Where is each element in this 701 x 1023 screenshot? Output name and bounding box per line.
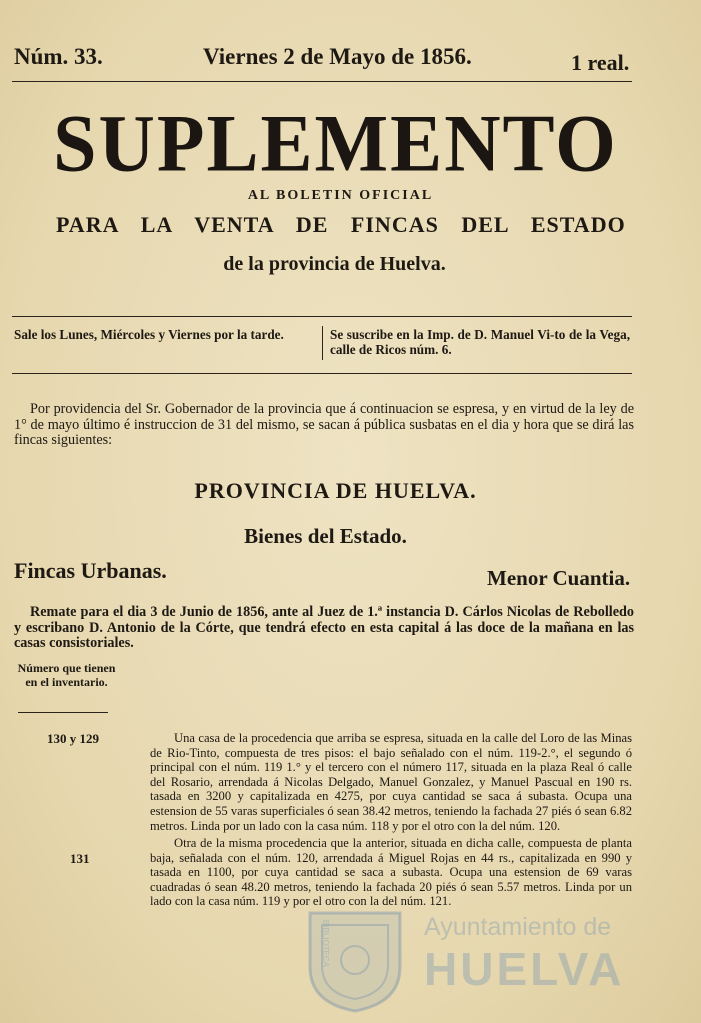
issue-number: Núm. 33. <box>14 44 103 69</box>
city-seal-icon <box>300 905 410 1015</box>
urban-properties-heading: Fincas Urbanas. <box>14 558 167 583</box>
header-rule <box>12 81 632 82</box>
watermark-line-1: Ayuntamiento de <box>424 913 612 941</box>
masthead-subtitle-1: AL BOLETIN OFICIAL <box>247 188 434 203</box>
masthead-rule-top <box>12 316 632 317</box>
auction-paragraph: Remate para el dia 3 de Junio de 1856, ante al Juez de 1.ª instancia D. Cárlos Nicolas de Rebolledo y escribano D. Antonio de la Córte, que tendrá efecto en esta capital á las doce de la mañana en las casas consistoriales. <box>14 604 634 651</box>
inventory-number-header: Número que tienen en el inventario. <box>17 661 116 689</box>
province-heading: PROVINCIA DE HUELVA. <box>194 478 477 503</box>
publication-schedule: Sale los Lunes, Miércoles y Viernes por la tarde. <box>14 327 284 342</box>
watermark-line-2: HUELVA <box>424 943 625 995</box>
seal-text: BIBLIOTECA <box>321 920 330 968</box>
masthead-subtitle-3: de la provincia de Huelva. <box>223 253 446 275</box>
subscription-info: Se suscribe en la Imp. de D. Manuel Vi-to de la Vega, calle de Ricos núm. 6. <box>330 327 630 357</box>
assets-heading: Bienes del Estado. <box>244 524 407 548</box>
intro-paragraph: Por providencia del Sr. Gobernador de la provincia que á continuacion se espresa, y en virtud de la ley de 1° de mayo último é instruccion de 31 del mismo, se sacan á pública susbatas en el dia y hora que se dirá las fincas siguientes: <box>14 401 634 448</box>
entry-description: Una casa de la procedencia que arriba se espresa, situada en la calle del Loro de las Minas de Rio-Tinto, compuesta de tres pisos: el bajo señalado con el núm. 119-2.°, el segundo ó principal con el núm. 119 1.° y el tercero con el número 117, situada en la plaza Real ó calle del Rosario, arrendada á Nicolas Delgado, Manuel Gonzalez, y Manuel Pascual en 190 rs. tasada en 3200 y capitalizada en 4275, por cuya cantidad se saca á subasta. Ocupa una estension de 55 varas superficiales ó sean 38.42 metros, teniendo la fachada 27 piés ó sean 6.82 metros. Linda por un lado con la casa núm. 118 y por el otro con la del núm. 120. <box>150 731 632 833</box>
info-divider <box>322 326 323 360</box>
entry-number: 131 <box>70 851 90 866</box>
column-header-rule <box>18 712 108 713</box>
issue-date: Viernes 2 de Mayo de 1856. <box>203 44 472 69</box>
issue-price: 1 real. <box>571 50 630 75</box>
entry-number: 130 y 129 <box>47 731 99 746</box>
masthead-title: SUPLEMENTO <box>53 96 618 189</box>
entry-description: Otra de la misma procedencia que la anterior, situada en dicha calle, compuesta de planta baja, señalada con el núm. 120, arrendada á Miguel Rojas en 44 rs., capitalizada en 990 y tasada en 1100, por cuya cantidad se saca a subasta. Ocupa una estension de 69 varas cuadradas ó sean 48.20 metros, teniendo la fachada 20 piés ó sean 5.57 metros. Linda por un lado con la casa núm. 119 y por el otro con la del núm. 121. <box>150 836 632 909</box>
masthead-rule-bottom <box>12 373 632 374</box>
masthead-subtitle-2: PARA LA VENTA DE FINCAS DEL ESTADO <box>56 212 626 237</box>
minor-amount-heading: Menor Cuantia. <box>487 566 631 590</box>
